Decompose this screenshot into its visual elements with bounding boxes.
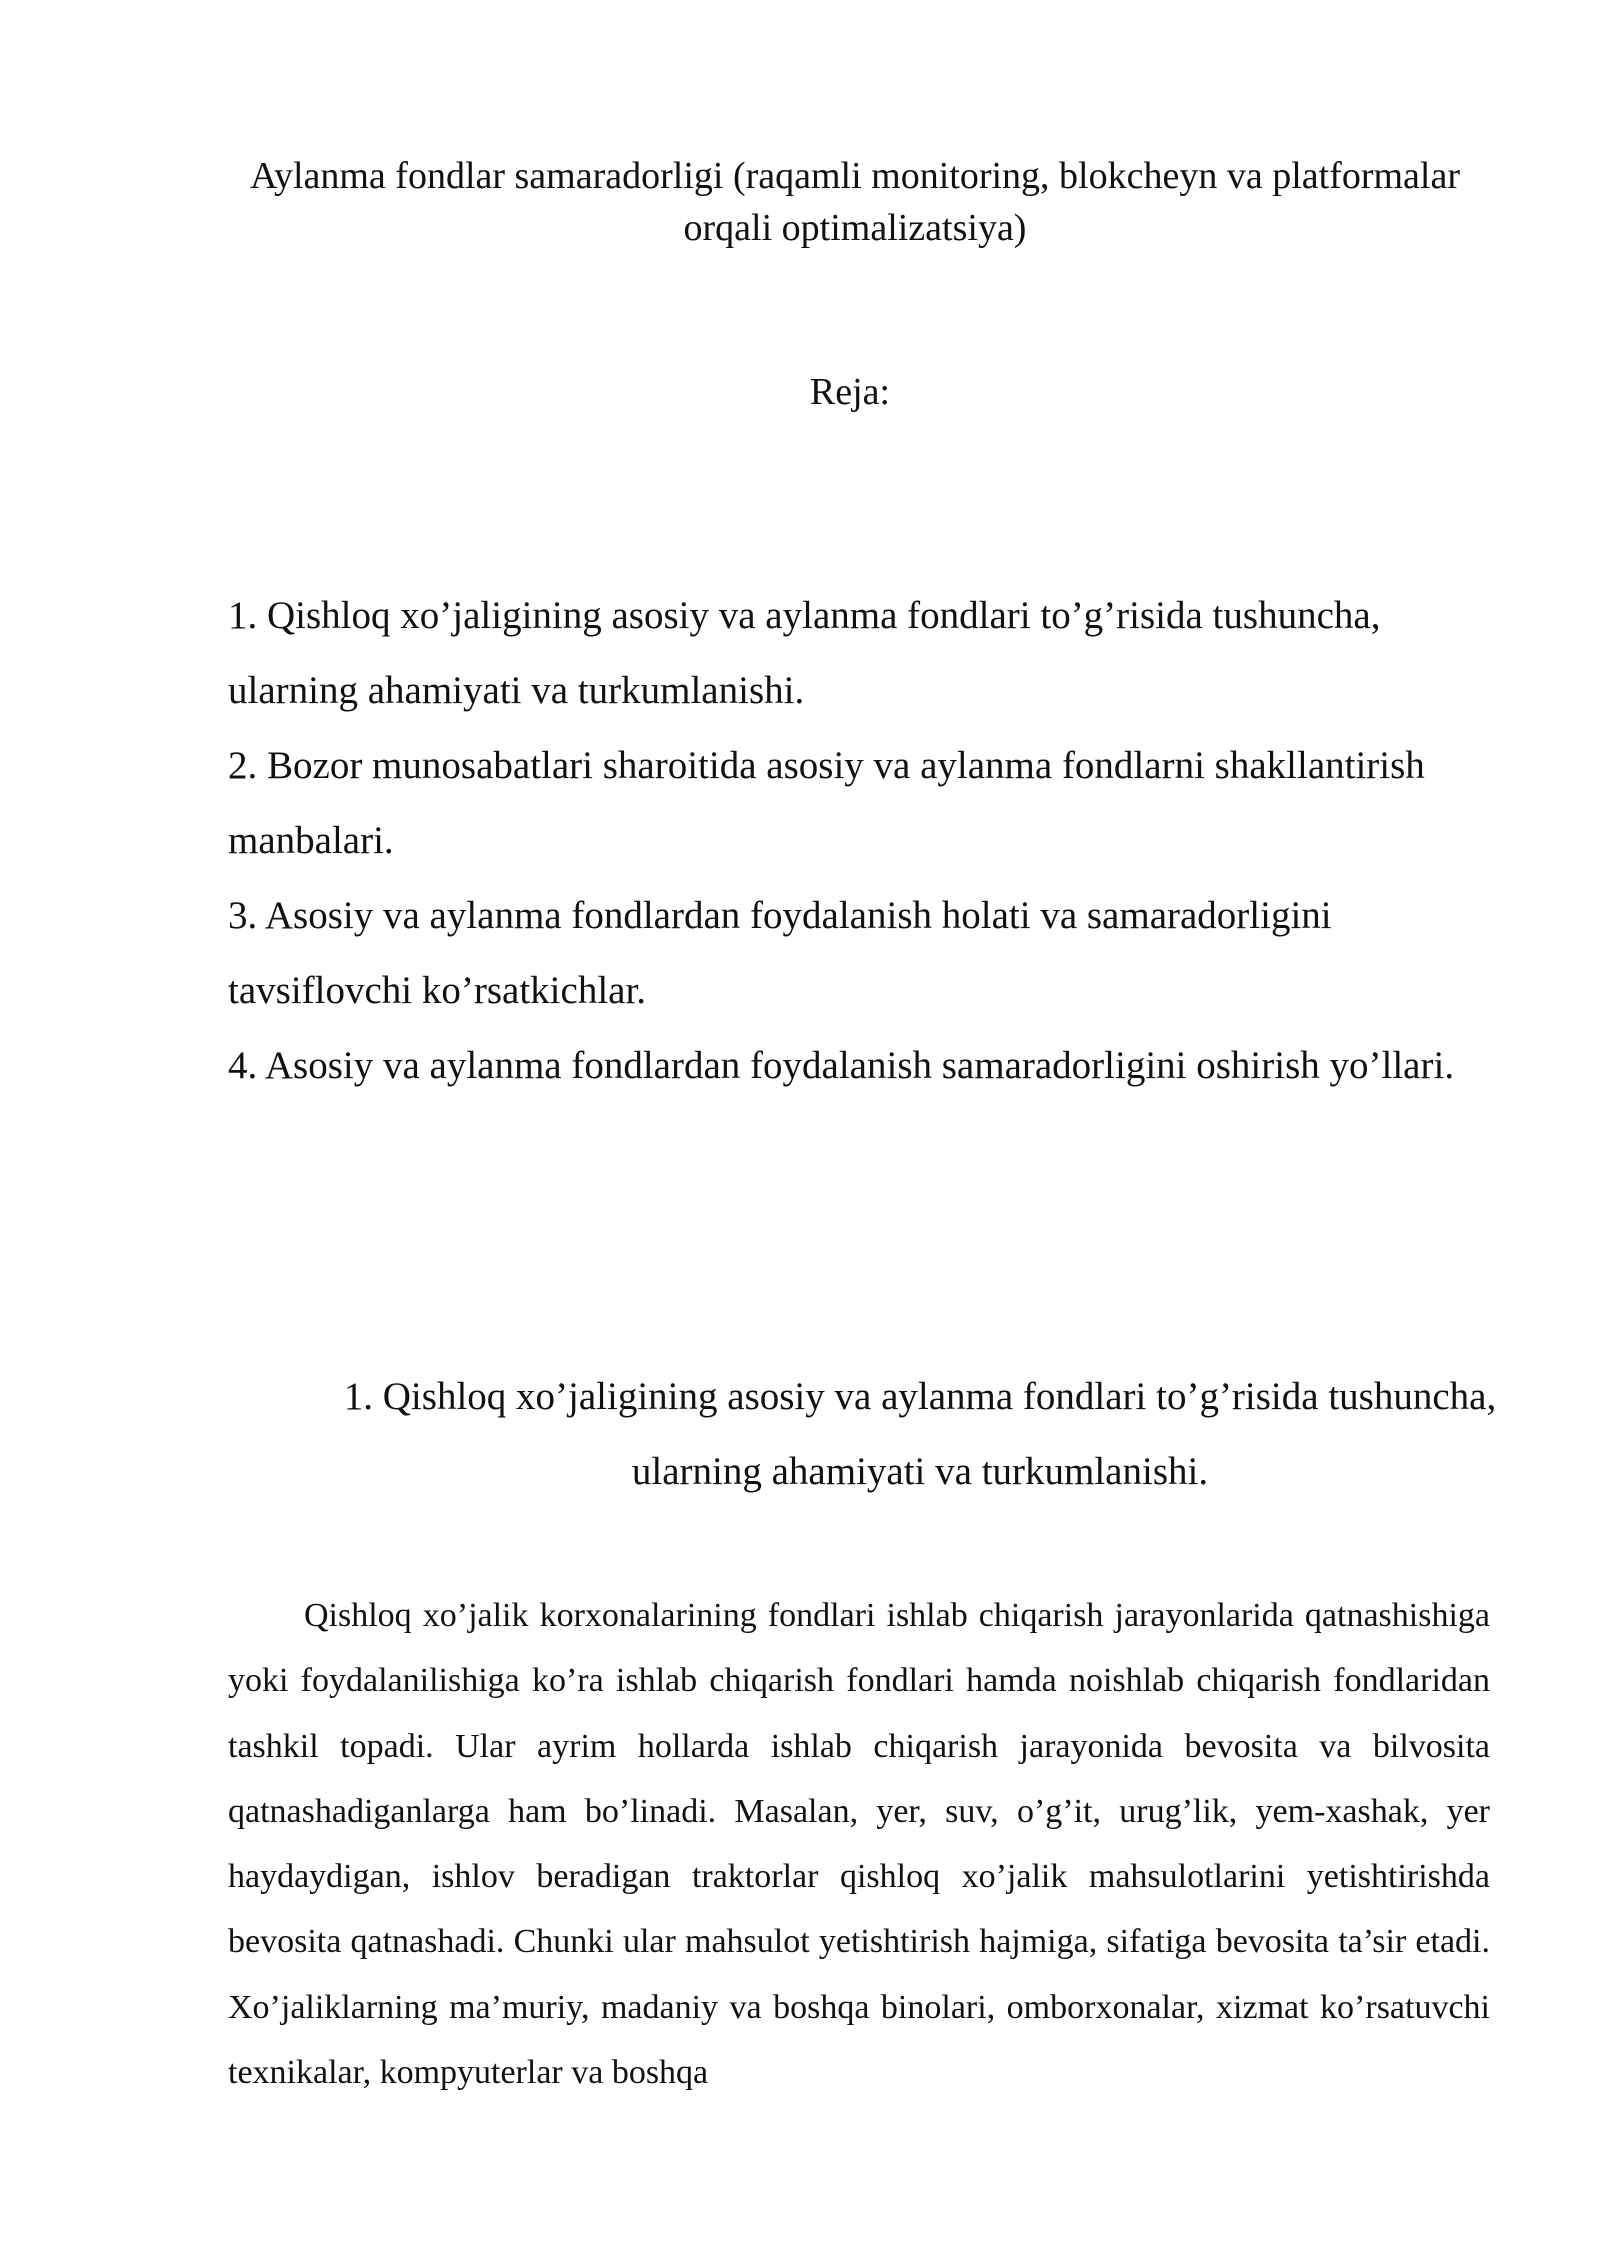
plan-item: 1. Qishloq xo’jaligining asosiy va aylanma fondlari to’g’risida tushuncha, ularning ahamiyati va turkumlanishi. — [228, 594, 1381, 712]
plan-item: 2. Bozor munosabatlari sharoitida asosiy va aylanma fondlarni shakllantirish manbalari. — [228, 744, 1425, 862]
section-heading: 1. Qishloq xo’jaligining asosiy va aylanma fondlari to’g’risida tushuncha, ularning ahamiyati va turkumlanishi. — [343, 1375, 1497, 1493]
document-title: Aylanma fondlar samaradorligi (raqamli monitoring, blokcheyn va platformalar orqali optimalizatsiya) — [249, 155, 1460, 249]
plan-item: 4. Asosiy va aylanma fondlardan foydalanish samaradorligini oshirish yo’llari. — [228, 1044, 1455, 1087]
plan-heading: Reja: — [809, 371, 891, 413]
body-paragraph: Qishloq xo’jalik korxonalarining fondlari ishlab chiqarish jarayonlarida qatnashishiga yoki foydalanilishiga ko’ra ishlab chiqarish fondlari hamda noishlab chiqarish fondlaridan tashkil topadi. Ular ayrim hollarda ishlab chiqarish jarayonida bevosita va bilvosita qatnashadiganlarga ham bo’linadi. Masalan, yer, suv, o’g’it, urug’lik, yem-xashak, yer haydaydigan, ishlov beradigan traktorlar qishloq xo’jalik mahsulotlarini yetishtirishda bevosita qatnashadi. Chunki ular mahsulot yetishtirish hajmiga, sifatiga bevosita ta’sir etadi. Xo’jaliklarning ma’muriy, madaniy va boshqa binolari, omborxonalar, xizmat ko’rsatuvchi texnikalar, kompyuterlar va boshqa — [228, 1597, 1490, 2092]
plan-list — [228, 578, 1518, 1103]
plan-item: 3. Asosiy va aylanma fondlardan foydalanish holati va samaradorligini tavsiflovchi ko’rsatkichlar. — [228, 894, 1332, 1012]
